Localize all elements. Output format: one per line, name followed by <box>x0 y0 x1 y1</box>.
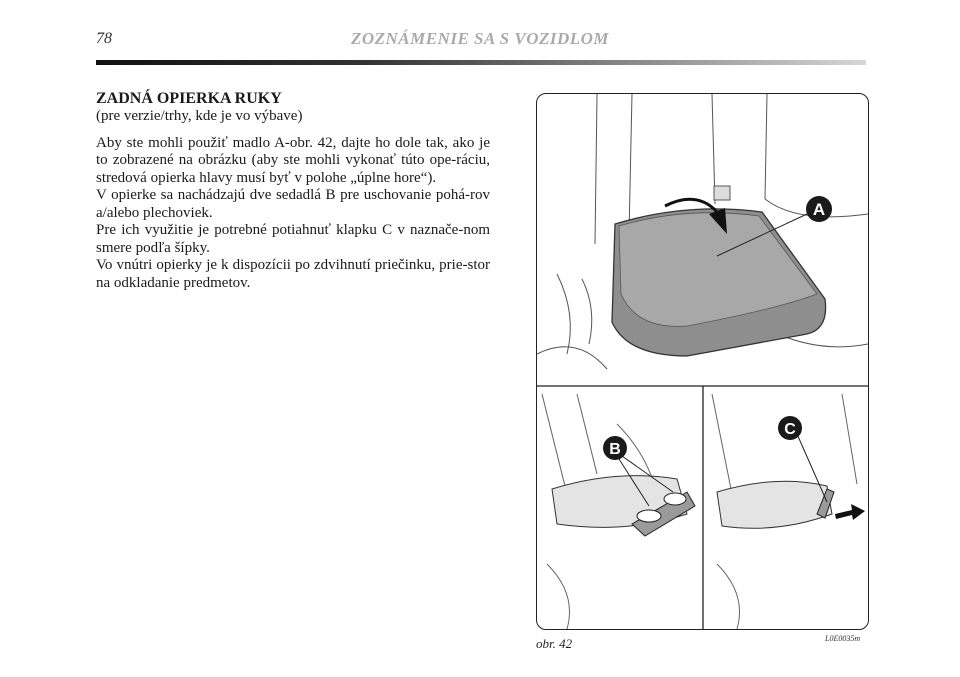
text-column <box>96 89 490 292</box>
figure-caption: obr. 42 <box>536 636 573 651</box>
running-header: ZOZNÁMENIE SA S VOZIDLOM <box>350 29 610 48</box>
paragraph: Pre ich využitie je potrebné potiahnuť klapku C v naznače-nom smere podľa šípky. <box>96 222 490 256</box>
armrest-right <box>717 481 832 528</box>
paragraph: Vo vnútri opierky je k dispozícii po zdvihnutí priečinku, prie-stor na odkladanie predmetov. <box>96 257 490 291</box>
label-c: C <box>784 421 796 438</box>
figure-code: L0E0035m <box>825 634 861 643</box>
body-text <box>96 135 490 293</box>
label-b: B <box>609 441 621 458</box>
armrest-illustration <box>537 94 868 629</box>
paragraph: V opierke sa nachádzajú dve sedadlá B pre uschovanie pohá-rov a/alebo plechoviek. <box>96 187 490 221</box>
paragraph: Aby ste mohli použiť madlo A-obr. 42, dajte ho dole tak, ako je to zobrazené na obrázku (aby ste mohli vykonať túto ope-ráciu, stredová opierka hlavy musí byť v polohe „úplne hore“). <box>96 134 490 186</box>
pull-arrow <box>835 504 865 520</box>
section-subtitle: (pre verzie/trhy, kde je vo výbave) <box>96 108 303 124</box>
label-a: A <box>812 200 826 219</box>
figure <box>536 93 869 630</box>
page-number: 78 <box>96 30 112 47</box>
headrest-bracket <box>714 186 730 200</box>
armrest-a <box>612 209 826 356</box>
header-rule <box>96 60 866 65</box>
section-title: ZADNÁ OPIERKA RUKY <box>96 90 282 107</box>
